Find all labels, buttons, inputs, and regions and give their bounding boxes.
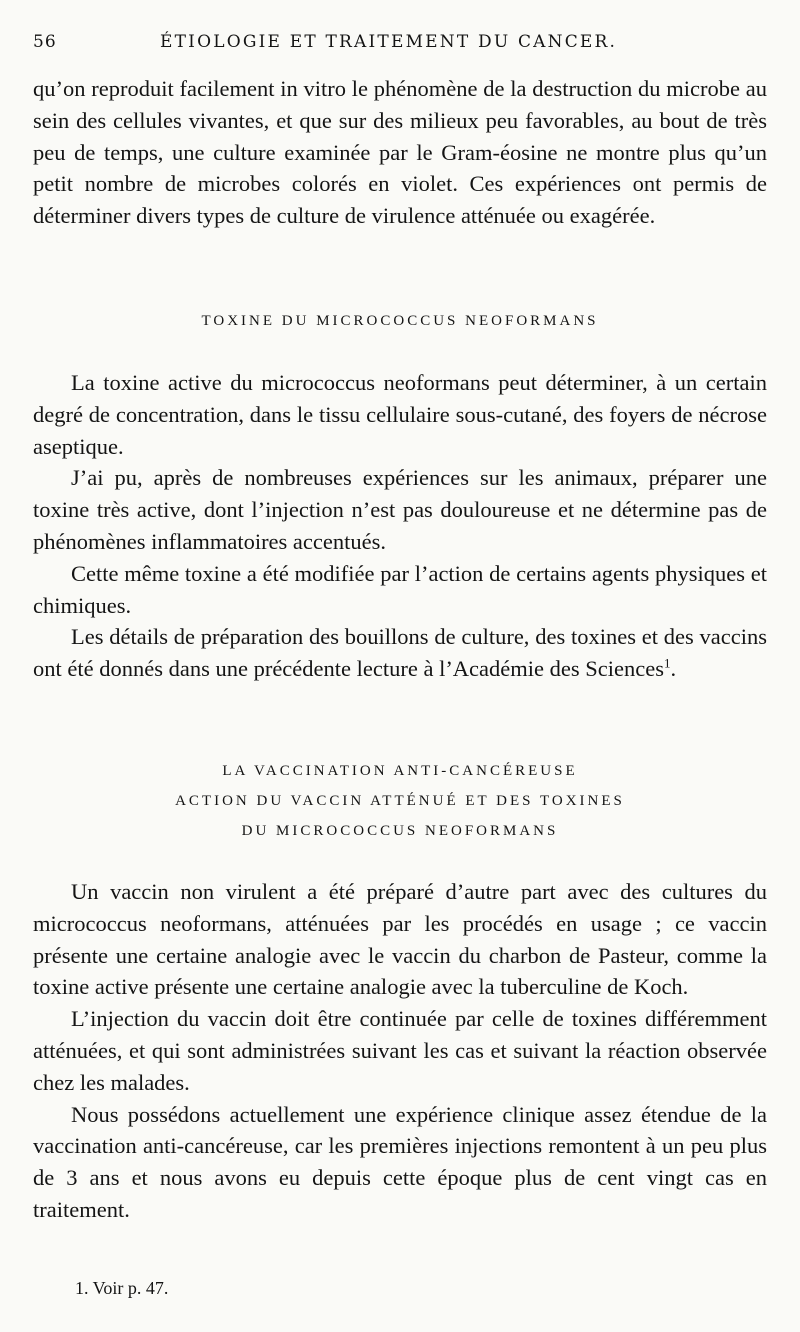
section2-body [33,876,767,1226]
section2-paragraph-2: L’injection du vaccin doit être continuée par celle de toxines différemment atténuées, et qui sont administrées suivant les cas et suivant la réaction observée chez les malades. [33,1006,767,1095]
section-heading-vaccination [33,756,767,846]
section1-paragraph-4-end: . [670,656,677,682]
section1-paragraph-4 [33,621,767,685]
section2-paragraph-3: Nous possédons actuellement une expérience clinique assez étendue de la vaccination anti-cancéreuse, car les premières injections remontent à un peu plus de 3 ans et nous avons eu depuis cette époque plus de cent vingt cas en traitement. [33,1101,767,1222]
footnote-marker: 1 [663,655,671,671]
intro-block [33,73,767,232]
section1-paragraph-3: Cette même toxine a été modifiée par l’action de certains agents physiques et chimiques. [33,560,767,618]
section2-heading-line-1: LA VACCINATION ANTI-CANCÉREUSE [222,763,578,779]
page-number: 56 [33,32,57,52]
section-heading-toxine: TOXINE DU MICROCOCCUS NEOFORMANS [201,313,599,329]
footnote: 1. Voir p. 47. [75,1278,169,1298]
section1-paragraph-1: La toxine active du micrococcus neoformans peut déterminer, à un certain degré de concentration, dans le tissu cellulaire sous-cutané, des foyers de nécrose aseptique. [33,370,767,459]
intro-paragraph: qu’on reproduit facilement in vitro le phénomène de la destruction du microbe au sein des cellules vivantes, et que sur des milieux peu favorables, au bout de très peu de temps, une culture examinée par le Gram-éosine ne montre plus qu’un petit nombre de microbes colorés en violet. Ces expériences ont permis de déterminer divers types de culture de virulence atténuée ou exagérée. [33,76,767,229]
section1-paragraph-4-text: Les détails de préparation des bouillons de culture, des toxines et des vaccins ont été donnés dans une précédente lecture à l’Académie des Sciences [33,624,767,682]
section1-paragraph-2: J’ai pu, après de nombreuses expériences sur les animaux, préparer une toxine très active, dont l’injection n’est pas douloureuse et ne détermine pas de phénomènes inflammatoires accentués. [33,465,767,554]
section2-heading-line-2: ACTION DU VACCIN ATTÉNUÉ ET DES TOXINES [175,793,625,809]
section2-heading-line-3: DU MICROCOCCUS NEOFORMANS [241,823,559,839]
section2-paragraph-1: Un vaccin non virulent a été préparé d’autre part avec des cultures du micrococcus neoformans, atténuées par les procédés en usage ; ce vaccin présente une certaine analogie avec le vaccin du charbon de Pasteur, comme la toxine active présente une certaine analogie avec la tuberculine de Koch. [33,879,767,1000]
section1-body [33,367,767,685]
running-title: ÉTIOLOGIE ET TRAITEMENT DU CANCER. [160,32,618,52]
